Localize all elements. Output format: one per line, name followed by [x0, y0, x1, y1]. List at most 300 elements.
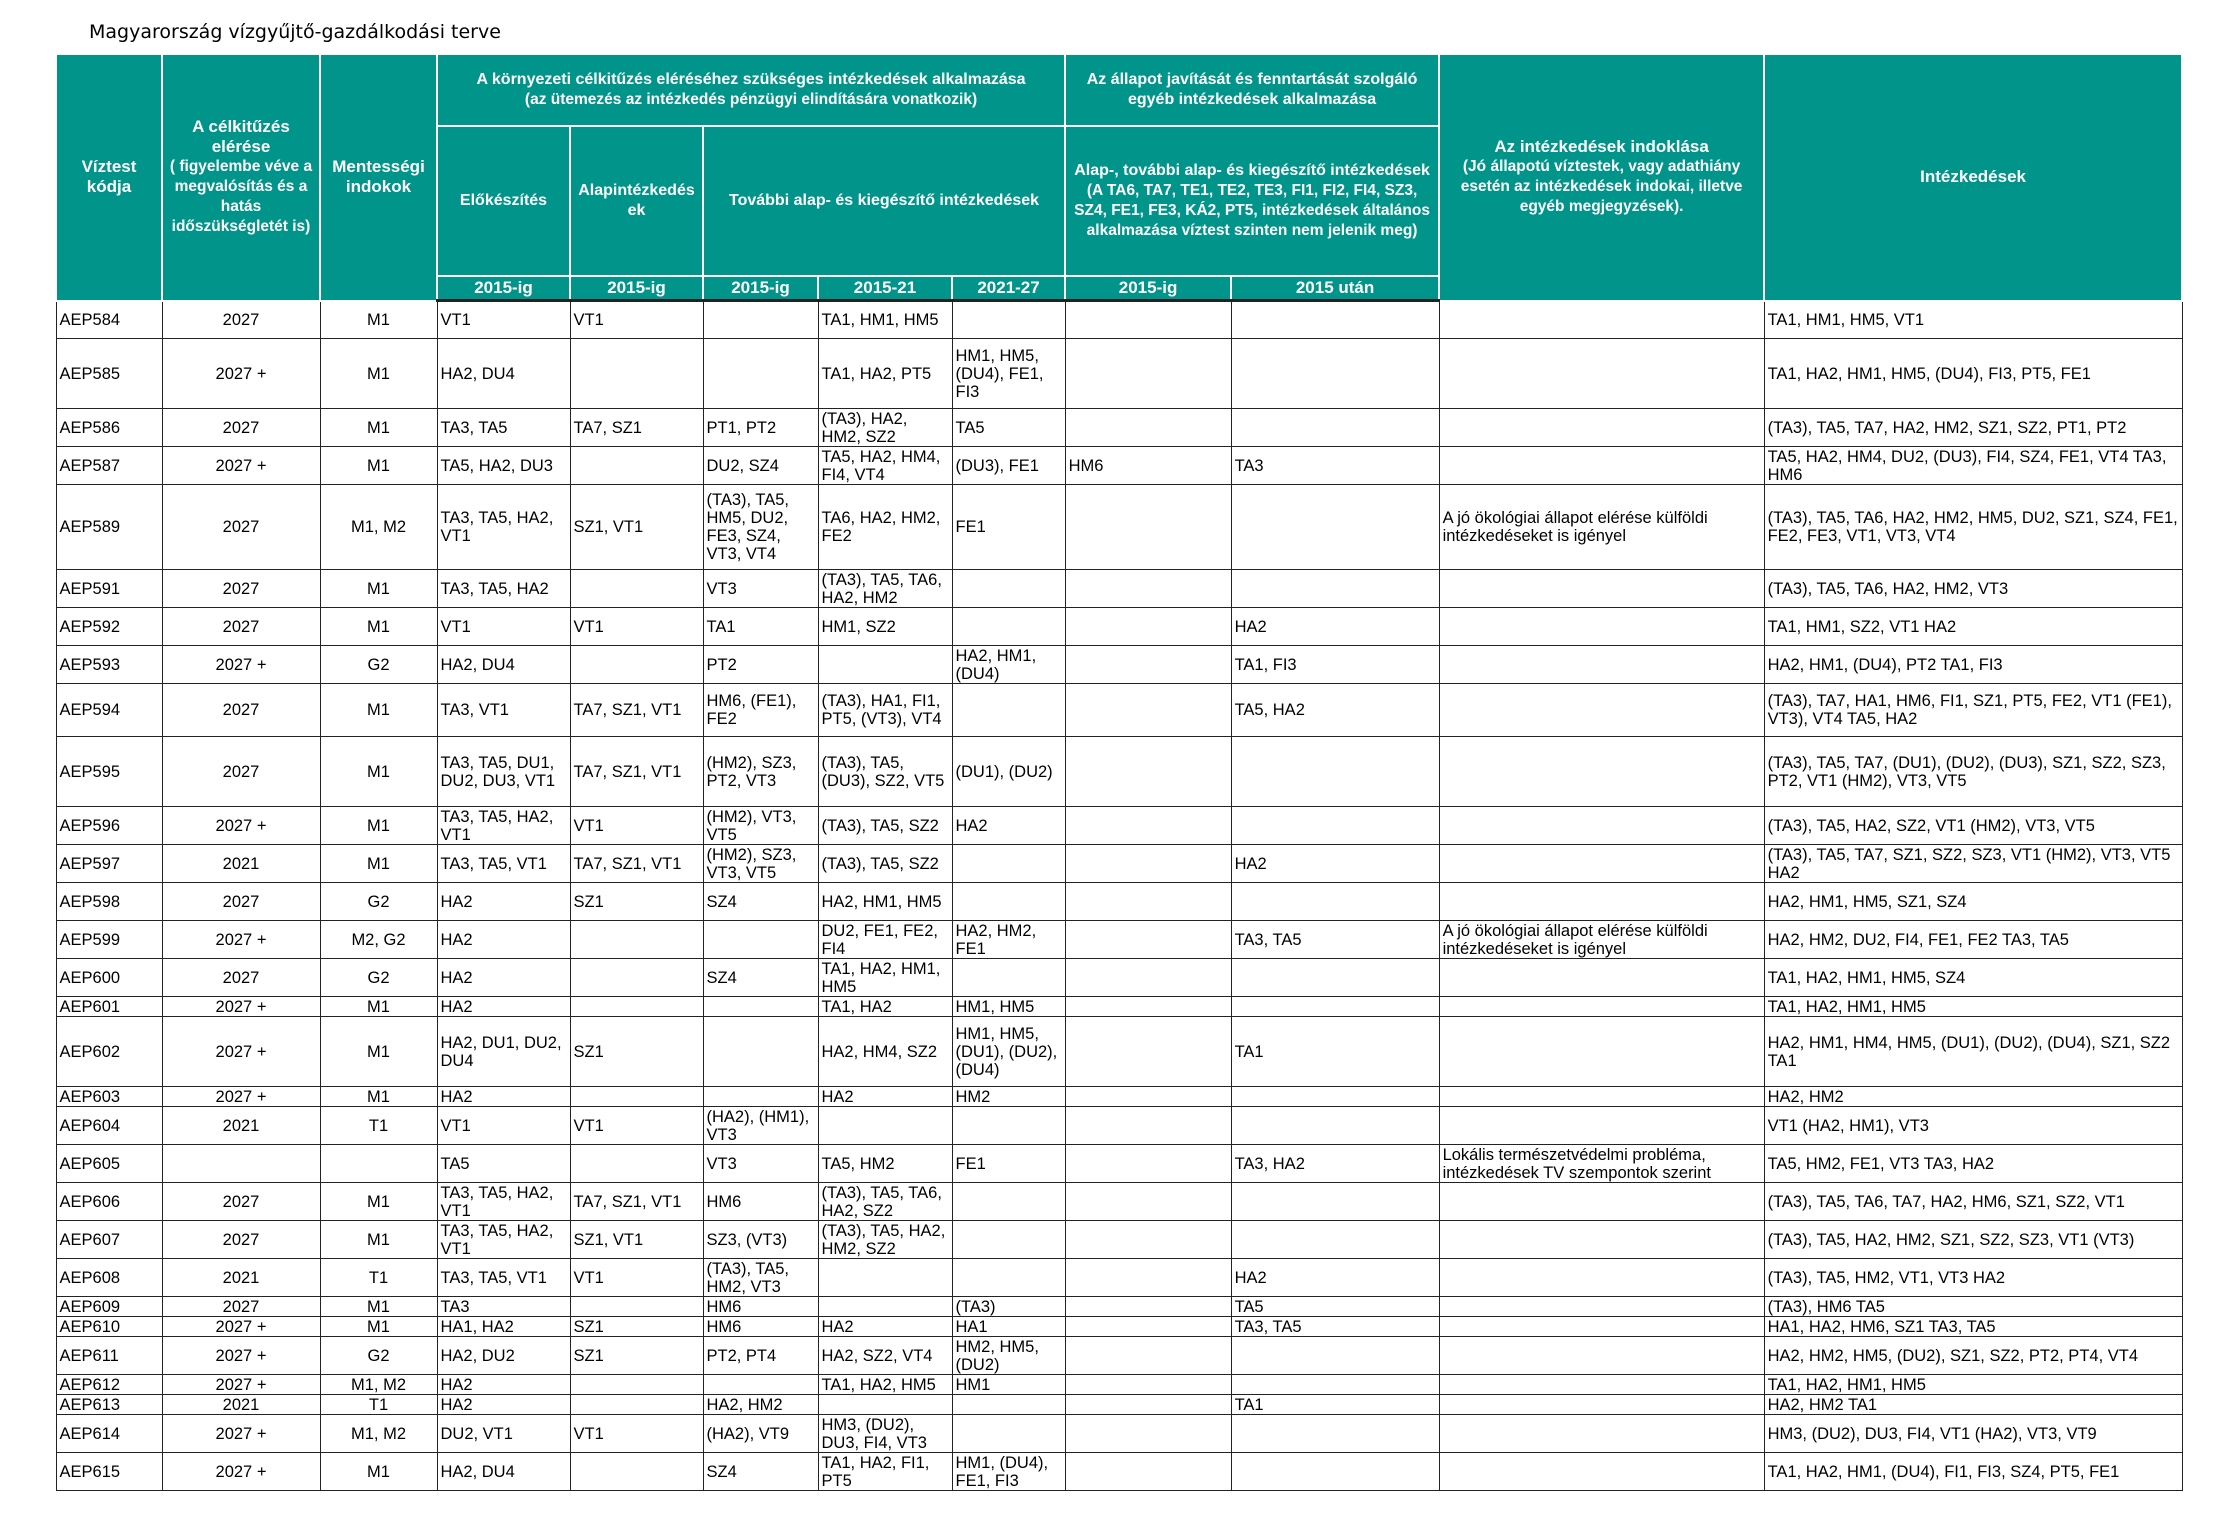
cell-vizteszt-kod: AEP609	[56, 1297, 162, 1317]
cell-indoklas	[1439, 737, 1764, 807]
cell-egyeb-2015-utan	[1231, 1415, 1439, 1453]
header-celkituzes-label: A célkitűzés elérése	[192, 117, 290, 157]
header-kornyezeti-label: A környezeti célkitűzés eléréséhez szükséges intézkedések alkalmazása	[476, 71, 1026, 88]
cell-egyeb-2015	[1065, 1395, 1231, 1415]
cell-alapintezkedes	[570, 1395, 703, 1415]
cell-intezkedesek: HA2, HM2	[1764, 1087, 2182, 1107]
cell-tovabbi-2015-21	[818, 1297, 952, 1317]
measures-table	[55, 53, 2183, 1491]
cell-celkituzes: 2027	[162, 737, 320, 807]
cell-intezkedesek: (TA3), TA5, HM2, VT1, VT3 HA2	[1764, 1259, 2182, 1297]
cell-tovabbi-2021-27: HA2, HM2, FE1	[952, 921, 1065, 959]
cell-tovabbi-2015	[703, 1017, 818, 1087]
cell-egyeb-2015	[1065, 684, 1231, 737]
cell-celkituzes: 2027	[162, 608, 320, 646]
cell-intezkedesek: VT1 (HA2, HM1), VT3	[1764, 1107, 2182, 1145]
cell-tovabbi-2021-27	[952, 959, 1065, 997]
cell-tovabbi-2015	[703, 1087, 818, 1107]
cell-tovabbi-2015: HM6	[703, 1183, 818, 1221]
table-row	[56, 485, 2182, 570]
cell-alapintezkedes: SZ1, VT1	[570, 485, 703, 570]
cell-egyeb-2015-utan	[1231, 339, 1439, 409]
cell-elokeszites: VT1	[437, 1107, 570, 1145]
cell-tovabbi-2015-21: TA1, HA2, HM5	[818, 1375, 952, 1395]
cell-tovabbi-2015: PT2, PT4	[703, 1337, 818, 1375]
cell-intezkedesek: (TA3), TA5, TA7, SZ1, SZ2, SZ3, VT1 (HM2), VT3, VT5 HA2	[1764, 845, 2182, 883]
cell-tovabbi-2015	[703, 921, 818, 959]
header-mentessegi: Mentességi indokok	[320, 54, 437, 301]
cell-indoklas	[1439, 301, 1764, 339]
cell-tovabbi-2015: PT2	[703, 646, 818, 684]
cell-vizteszt-kod: AEP596	[56, 807, 162, 845]
cell-tovabbi-2021-27: HM1, (DU4), FE1, FI3	[952, 1453, 1065, 1491]
cell-tovabbi-2015: (HA2), (HM1), VT3	[703, 1107, 818, 1145]
cell-tovabbi-2015-21: HA2	[818, 1317, 952, 1337]
cell-alapintezkedes	[570, 1297, 703, 1317]
cell-alapintezkedes	[570, 646, 703, 684]
header-celkituzes-note: ( figyelembe véve a megvalósítás és a hatás időszükségletét is)	[169, 158, 313, 236]
year-header: 2015 után	[1231, 276, 1439, 301]
cell-vizteszt-kod: AEP604	[56, 1107, 162, 1145]
table-row	[56, 1183, 2182, 1221]
header-elokeszites: Előkészítés	[437, 126, 570, 276]
cell-egyeb-2015-utan	[1231, 1453, 1439, 1491]
header-kornyezeti	[437, 54, 1065, 126]
cell-egyeb-2015-utan: TA3, TA5	[1231, 921, 1439, 959]
cell-egyeb-2015-utan: TA5	[1231, 1297, 1439, 1317]
cell-celkituzes: 2027 +	[162, 807, 320, 845]
cell-egyeb-2015	[1065, 1375, 1231, 1395]
table-row	[56, 1017, 2182, 1087]
cell-elokeszites: HA1, HA2	[437, 1317, 570, 1337]
cell-celkituzes: 2027	[162, 1183, 320, 1221]
cell-celkituzes: 2027 +	[162, 921, 320, 959]
cell-vizteszt-kod: AEP585	[56, 339, 162, 409]
cell-indoklas	[1439, 1017, 1764, 1087]
cell-egyeb-2015	[1065, 339, 1231, 409]
cell-mentessegi: M2, G2	[320, 921, 437, 959]
cell-egyeb-2015-utan: TA5, HA2	[1231, 684, 1439, 737]
cell-celkituzes: 2027 +	[162, 1017, 320, 1087]
cell-egyeb-2015-utan	[1231, 807, 1439, 845]
cell-egyeb-2015: HM6	[1065, 447, 1231, 485]
cell-vizteszt-kod: AEP612	[56, 1375, 162, 1395]
cell-tovabbi-2021-27: HM2	[952, 1087, 1065, 1107]
cell-celkituzes	[162, 1145, 320, 1183]
table-row	[56, 1297, 2182, 1317]
cell-egyeb-2015-utan: TA1, FI3	[1231, 646, 1439, 684]
cell-tovabbi-2015-21: (TA3), HA1, FI1, PT5, (VT3), VT4	[818, 684, 952, 737]
cell-alapintezkedes: TA7, SZ1	[570, 409, 703, 447]
cell-elokeszites: HA2	[437, 1395, 570, 1415]
cell-egyeb-2015	[1065, 1145, 1231, 1183]
cell-tovabbi-2021-27	[952, 301, 1065, 339]
cell-elokeszites: TA3, TA5, HA2, VT1	[437, 807, 570, 845]
cell-intezkedesek: HA2, HM1, HM4, HM5, (DU1), (DU2), (DU4), SZ1, SZ2 TA1	[1764, 1017, 2182, 1087]
cell-indoklas	[1439, 409, 1764, 447]
cell-egyeb-2015	[1065, 570, 1231, 608]
cell-tovabbi-2021-27	[952, 883, 1065, 921]
cell-elokeszites: TA3, TA5, HA2, VT1	[437, 1221, 570, 1259]
cell-elokeszites: TA3, TA5	[437, 409, 570, 447]
cell-elokeszites: HA2, DU1, DU2, DU4	[437, 1017, 570, 1087]
cell-mentessegi: M1	[320, 1297, 437, 1317]
header-alap-tovabbi	[1065, 126, 1439, 276]
cell-egyeb-2015	[1065, 409, 1231, 447]
cell-tovabbi-2015-21	[818, 646, 952, 684]
cell-mentessegi: M1	[320, 1221, 437, 1259]
cell-egyeb-2015-utan	[1231, 997, 1439, 1017]
cell-elokeszites: HA2, DU4	[437, 1453, 570, 1491]
cell-vizteszt-kod: AEP607	[56, 1221, 162, 1259]
cell-mentessegi: M1	[320, 447, 437, 485]
cell-tovabbi-2021-27	[952, 570, 1065, 608]
cell-intezkedesek: (TA3), TA7, HA1, HM6, FI1, SZ1, PT5, FE2, VT1 (FE1), VT3), VT4 TA5, HA2	[1764, 684, 2182, 737]
cell-celkituzes: 2027	[162, 485, 320, 570]
cell-indoklas	[1439, 339, 1764, 409]
cell-alapintezkedes	[570, 1375, 703, 1395]
cell-intezkedesek: (TA3), TA5, TA7, (DU1), (DU2), (DU3), SZ1, SZ2, SZ3, PT2, VT1 (HM2), VT3, VT5	[1764, 737, 2182, 807]
cell-elokeszites: TA3, TA5, VT1	[437, 1259, 570, 1297]
cell-mentessegi: M1, M2	[320, 1375, 437, 1395]
cell-egyeb-2015	[1065, 1017, 1231, 1087]
cell-mentessegi: M1	[320, 997, 437, 1017]
table-row	[56, 845, 2182, 883]
cell-celkituzes: 2027 +	[162, 1453, 320, 1491]
cell-alapintezkedes: VT1	[570, 1415, 703, 1453]
header-indoklas	[1439, 54, 1764, 301]
year-header: 2015-ig	[703, 276, 818, 301]
cell-indoklas	[1439, 1415, 1764, 1453]
table-row	[56, 570, 2182, 608]
header-indoklas-note: (Jó állapotú víztestek, vagy adathiány esetén az intézkedések indokai, illetve egyéb megjegyzések).	[1460, 158, 1743, 216]
cell-indoklas	[1439, 1337, 1764, 1375]
cell-egyeb-2015	[1065, 646, 1231, 684]
cell-indoklas	[1439, 1297, 1764, 1317]
cell-elokeszites: HA2	[437, 921, 570, 959]
cell-alapintezkedes: TA7, SZ1, VT1	[570, 684, 703, 737]
cell-elokeszites: TA3, TA5, HA2	[437, 570, 570, 608]
cell-tovabbi-2015: HA2, HM2	[703, 1395, 818, 1415]
cell-tovabbi-2015: (TA3), TA5, HM5, DU2, FE3, SZ4, VT3, VT4	[703, 485, 818, 570]
cell-alapintezkedes	[570, 339, 703, 409]
cell-egyeb-2015-utan: HA2	[1231, 608, 1439, 646]
cell-tovabbi-2015: (HA2), VT9	[703, 1415, 818, 1453]
cell-tovabbi-2015-21: TA6, HA2, HM2, FE2	[818, 485, 952, 570]
cell-egyeb-2015	[1065, 608, 1231, 646]
header-vizteszt: Víztest kódja	[56, 54, 162, 301]
cell-egyeb-2015-utan	[1231, 570, 1439, 608]
cell-tovabbi-2021-27: HA1	[952, 1317, 1065, 1337]
cell-vizteszt-kod: AEP610	[56, 1317, 162, 1337]
cell-alapintezkedes: TA7, SZ1, VT1	[570, 845, 703, 883]
cell-alapintezkedes: VT1	[570, 301, 703, 339]
table-row	[56, 1221, 2182, 1259]
cell-tovabbi-2015-21: (TA3), TA5, TA6, HA2, HM2	[818, 570, 952, 608]
cell-egyeb-2015-utan	[1231, 959, 1439, 997]
cell-intezkedesek: TA1, HA2, HM1, (DU4), FI1, FI3, SZ4, PT5, FE1	[1764, 1453, 2182, 1491]
table-row	[56, 997, 2182, 1017]
cell-vizteszt-kod: AEP599	[56, 921, 162, 959]
cell-tovabbi-2015-21	[818, 1107, 952, 1145]
cell-elokeszites: HA2, DU4	[437, 646, 570, 684]
cell-vizteszt-kod: AEP595	[56, 737, 162, 807]
cell-celkituzes: 2027	[162, 301, 320, 339]
cell-egyeb-2015-utan: HA2	[1231, 845, 1439, 883]
cell-tovabbi-2015-21: HM3, (DU2), DU3, FI4, VT3	[818, 1415, 952, 1453]
cell-tovabbi-2015-21: HA2, SZ2, VT4	[818, 1337, 952, 1375]
cell-intezkedesek: (TA3), TA5, TA6, HA2, HM2, VT3	[1764, 570, 2182, 608]
cell-alapintezkedes: VT1	[570, 807, 703, 845]
cell-tovabbi-2015: HM6, (FE1), FE2	[703, 684, 818, 737]
cell-tovabbi-2015: SZ4	[703, 959, 818, 997]
cell-celkituzes: 2027	[162, 1221, 320, 1259]
cell-vizteszt-kod: AEP602	[56, 1017, 162, 1087]
cell-elokeszites: DU2, VT1	[437, 1415, 570, 1453]
year-header: 2021-27	[952, 276, 1065, 301]
cell-tovabbi-2021-27: HA2, HM1, (DU4)	[952, 646, 1065, 684]
cell-intezkedesek: HA1, HA2, HM6, SZ1 TA3, TA5	[1764, 1317, 2182, 1337]
year-header: 2015-ig	[1065, 276, 1231, 301]
cell-alapintezkedes	[570, 447, 703, 485]
table-row	[56, 301, 2182, 339]
cell-alapintezkedes: SZ1	[570, 883, 703, 921]
cell-tovabbi-2021-27	[952, 1415, 1065, 1453]
year-header: 2015-21	[818, 276, 952, 301]
cell-alapintezkedes: SZ1	[570, 1337, 703, 1375]
cell-tovabbi-2015-21: (TA3), HA2, HM2, SZ2	[818, 409, 952, 447]
cell-intezkedesek: TA1, HM1, SZ2, VT1 HA2	[1764, 608, 2182, 646]
cell-intezkedesek: TA1, HM1, HM5, VT1	[1764, 301, 2182, 339]
cell-vizteszt-kod: AEP593	[56, 646, 162, 684]
cell-egyeb-2015-utan: TA1	[1231, 1395, 1439, 1415]
cell-mentessegi: M1	[320, 737, 437, 807]
cell-celkituzes: 2027	[162, 684, 320, 737]
cell-vizteszt-kod: AEP589	[56, 485, 162, 570]
cell-egyeb-2015	[1065, 1453, 1231, 1491]
cell-alapintezkedes: SZ1	[570, 1317, 703, 1337]
cell-vizteszt-kod: AEP591	[56, 570, 162, 608]
cell-tovabbi-2021-27	[952, 1221, 1065, 1259]
cell-egyeb-2015-utan: HA2	[1231, 1259, 1439, 1297]
cell-alapintezkedes	[570, 959, 703, 997]
header-indoklas-label: Az intézkedések indoklása	[1494, 137, 1709, 157]
cell-tovabbi-2015-21: TA1, HM1, HM5	[818, 301, 952, 339]
cell-egyeb-2015	[1065, 997, 1231, 1017]
cell-egyeb-2015-utan: TA3, HA2	[1231, 1145, 1439, 1183]
cell-alapintezkedes	[570, 570, 703, 608]
document-title: Magyarország vízgyűjtő-gazdálkodási terve	[89, 21, 501, 43]
cell-celkituzes: 2021	[162, 1395, 320, 1415]
cell-indoklas	[1439, 1375, 1764, 1395]
cell-alapintezkedes	[570, 921, 703, 959]
cell-indoklas	[1439, 883, 1764, 921]
cell-tovabbi-2021-27: FE1	[952, 485, 1065, 570]
header-kornyezeti-note: (az ütemezés az intézkedés pénzügyi elindítására vonatkozik)	[524, 91, 978, 108]
cell-tovabbi-2015-21: (TA3), TA5, HA2, HM2, SZ2	[818, 1221, 952, 1259]
cell-elokeszites: HA2	[437, 1087, 570, 1107]
cell-indoklas	[1439, 1221, 1764, 1259]
cell-alapintezkedes: VT1	[570, 1259, 703, 1297]
cell-tovabbi-2015: VT3	[703, 570, 818, 608]
cell-intezkedesek: HA2, HM1, HM5, SZ1, SZ4	[1764, 883, 2182, 921]
cell-indoklas	[1439, 959, 1764, 997]
cell-tovabbi-2021-27	[952, 845, 1065, 883]
cell-celkituzes: 2021	[162, 1107, 320, 1145]
cell-tovabbi-2021-27: (TA3)	[952, 1297, 1065, 1317]
cell-tovabbi-2015-21: HA2	[818, 1087, 952, 1107]
cell-vizteszt-kod: AEP597	[56, 845, 162, 883]
cell-intezkedesek: TA1, HA2, HM1, HM5	[1764, 997, 2182, 1017]
cell-indoklas	[1439, 997, 1764, 1017]
cell-tovabbi-2015-21: (TA3), TA5, SZ2	[818, 845, 952, 883]
cell-tovabbi-2015-21: HM1, SZ2	[818, 608, 952, 646]
cell-egyeb-2015	[1065, 1297, 1231, 1317]
cell-alapintezkedes: TA7, SZ1, VT1	[570, 737, 703, 807]
cell-egyeb-2015-utan	[1231, 1375, 1439, 1395]
cell-mentessegi: M1	[320, 845, 437, 883]
cell-tovabbi-2015: DU2, SZ4	[703, 447, 818, 485]
table-row	[56, 447, 2182, 485]
cell-egyeb-2015-utan: TA1	[1231, 1017, 1439, 1087]
cell-elokeszites: TA3, TA5, DU1, DU2, DU3, VT1	[437, 737, 570, 807]
cell-egyeb-2015	[1065, 1317, 1231, 1337]
cell-tovabbi-2015-21: DU2, FE1, FE2, FI4	[818, 921, 952, 959]
cell-vizteszt-kod: AEP603	[56, 1087, 162, 1107]
cell-tovabbi-2015	[703, 301, 818, 339]
cell-mentessegi: M1	[320, 1183, 437, 1221]
cell-elokeszites: VT1	[437, 301, 570, 339]
cell-tovabbi-2015-21: TA1, HA2, PT5	[818, 339, 952, 409]
table-row	[56, 409, 2182, 447]
cell-celkituzes: 2027 +	[162, 339, 320, 409]
cell-tovabbi-2021-27: (DU1), (DU2)	[952, 737, 1065, 807]
header-alapintezkedesek: Alapintézkedés ek	[570, 126, 703, 276]
cell-intezkedesek: TA5, HM2, FE1, VT3 TA3, HA2	[1764, 1145, 2182, 1183]
table-row	[56, 1259, 2182, 1297]
cell-egyeb-2015	[1065, 1107, 1231, 1145]
cell-indoklas	[1439, 1259, 1764, 1297]
cell-tovabbi-2015: VT3	[703, 1145, 818, 1183]
year-header: 2015-ig	[437, 276, 570, 301]
cell-indoklas	[1439, 608, 1764, 646]
cell-tovabbi-2015: (HM2), SZ3, VT3, VT5	[703, 845, 818, 883]
cell-alapintezkedes	[570, 1145, 703, 1183]
cell-tovabbi-2015-21: TA1, HA2, FI1, PT5	[818, 1453, 952, 1491]
cell-indoklas	[1439, 447, 1764, 485]
cell-elokeszites: TA3	[437, 1297, 570, 1317]
cell-indoklas: A jó ökológiai állapot elérése külföldi intézkedéseket is igényel	[1439, 485, 1764, 570]
table-row	[56, 883, 2182, 921]
cell-mentessegi: G2	[320, 1337, 437, 1375]
cell-egyeb-2015	[1065, 485, 1231, 570]
cell-alapintezkedes: TA7, SZ1, VT1	[570, 1183, 703, 1221]
cell-tovabbi-2015-21	[818, 1259, 952, 1297]
cell-celkituzes: 2027 +	[162, 1087, 320, 1107]
cell-alapintezkedes: SZ1	[570, 1017, 703, 1087]
header-tovabbi: További alap- és kiegészítő intézkedések	[703, 126, 1065, 276]
cell-celkituzes: 2021	[162, 845, 320, 883]
table-row	[56, 1375, 2182, 1395]
cell-elokeszites: HA2	[437, 883, 570, 921]
cell-tovabbi-2015-21: TA5, HA2, HM4, FI4, VT4	[818, 447, 952, 485]
cell-indoklas	[1439, 1107, 1764, 1145]
cell-vizteszt-kod: AEP606	[56, 1183, 162, 1221]
cell-tovabbi-2015: TA1	[703, 608, 818, 646]
cell-tovabbi-2021-27	[952, 1107, 1065, 1145]
cell-tovabbi-2015-21: (TA3), TA5, SZ2	[818, 807, 952, 845]
cell-vizteszt-kod: AEP601	[56, 997, 162, 1017]
cell-vizteszt-kod: AEP594	[56, 684, 162, 737]
table-row	[56, 646, 2182, 684]
cell-celkituzes: 2027 +	[162, 1337, 320, 1375]
cell-intezkedesek: (TA3), TA5, HA2, HM2, SZ1, SZ2, SZ3, VT1 (VT3)	[1764, 1221, 2182, 1259]
cell-elokeszites: TA3, TA5, HA2, VT1	[437, 485, 570, 570]
cell-egyeb-2015-utan	[1231, 1183, 1439, 1221]
cell-intezkedesek: HM3, (DU2), DU3, FI4, VT1 (HA2), VT3, VT9	[1764, 1415, 2182, 1453]
cell-mentessegi: M1	[320, 807, 437, 845]
cell-alapintezkedes: VT1	[570, 608, 703, 646]
cell-tovabbi-2015: PT1, PT2	[703, 409, 818, 447]
cell-elokeszites: HA2	[437, 959, 570, 997]
cell-tovabbi-2021-27: HM1, HM5, (DU4), FE1, FI3	[952, 339, 1065, 409]
cell-tovabbi-2021-27: FE1	[952, 1145, 1065, 1183]
cell-mentessegi: T1	[320, 1107, 437, 1145]
cell-tovabbi-2015-21	[818, 1395, 952, 1415]
table-row	[56, 608, 2182, 646]
cell-egyeb-2015-utan	[1231, 1337, 1439, 1375]
cell-celkituzes: 2027	[162, 959, 320, 997]
cell-indoklas	[1439, 1183, 1764, 1221]
cell-egyeb-2015-utan	[1231, 1107, 1439, 1145]
cell-egyeb-2015-utan	[1231, 1087, 1439, 1107]
cell-indoklas	[1439, 646, 1764, 684]
cell-intezkedesek: HA2, HM2, HM5, (DU2), SZ1, SZ2, PT2, PT4, VT4	[1764, 1337, 2182, 1375]
cell-egyeb-2015	[1065, 807, 1231, 845]
cell-tovabbi-2015	[703, 997, 818, 1017]
cell-tovabbi-2015-21: HA2, HM1, HM5	[818, 883, 952, 921]
cell-mentessegi: M1	[320, 1453, 437, 1491]
cell-intezkedesek: TA1, HA2, HM1, HM5	[1764, 1375, 2182, 1395]
cell-egyeb-2015	[1065, 959, 1231, 997]
cell-intezkedesek: HA2, HM2, DU2, FI4, FE1, FE2 TA3, TA5	[1764, 921, 2182, 959]
cell-vizteszt-kod: AEP600	[56, 959, 162, 997]
cell-mentessegi	[320, 1145, 437, 1183]
cell-egyeb-2015	[1065, 1415, 1231, 1453]
cell-alapintezkedes: SZ1, VT1	[570, 1221, 703, 1259]
cell-mentessegi: M1	[320, 1087, 437, 1107]
cell-mentessegi: M1	[320, 1017, 437, 1087]
cell-vizteszt-kod: AEP592	[56, 608, 162, 646]
cell-tovabbi-2015-21: TA1, HA2, HM1, HM5	[818, 959, 952, 997]
cell-tovabbi-2021-27: HM1	[952, 1375, 1065, 1395]
cell-celkituzes: 2027 +	[162, 646, 320, 684]
cell-egyeb-2015-utan: TA3	[1231, 447, 1439, 485]
cell-indoklas	[1439, 1087, 1764, 1107]
cell-tovabbi-2015-21: HA2, HM4, SZ2	[818, 1017, 952, 1087]
cell-vizteszt-kod: AEP587	[56, 447, 162, 485]
cell-egyeb-2015	[1065, 301, 1231, 339]
cell-mentessegi: T1	[320, 1395, 437, 1415]
cell-elokeszites: TA3, TA5, VT1	[437, 845, 570, 883]
table-row	[56, 1317, 2182, 1337]
cell-tovabbi-2015: HM6	[703, 1297, 818, 1317]
cell-indoklas: Lokális természetvédelmi probléma, intézkedések TV szempontok szerint	[1439, 1145, 1764, 1183]
cell-tovabbi-2015: (HM2), SZ3, PT2, VT3	[703, 737, 818, 807]
cell-celkituzes: 2027 +	[162, 1375, 320, 1395]
cell-vizteszt-kod: AEP614	[56, 1415, 162, 1453]
cell-mentessegi: M1	[320, 409, 437, 447]
